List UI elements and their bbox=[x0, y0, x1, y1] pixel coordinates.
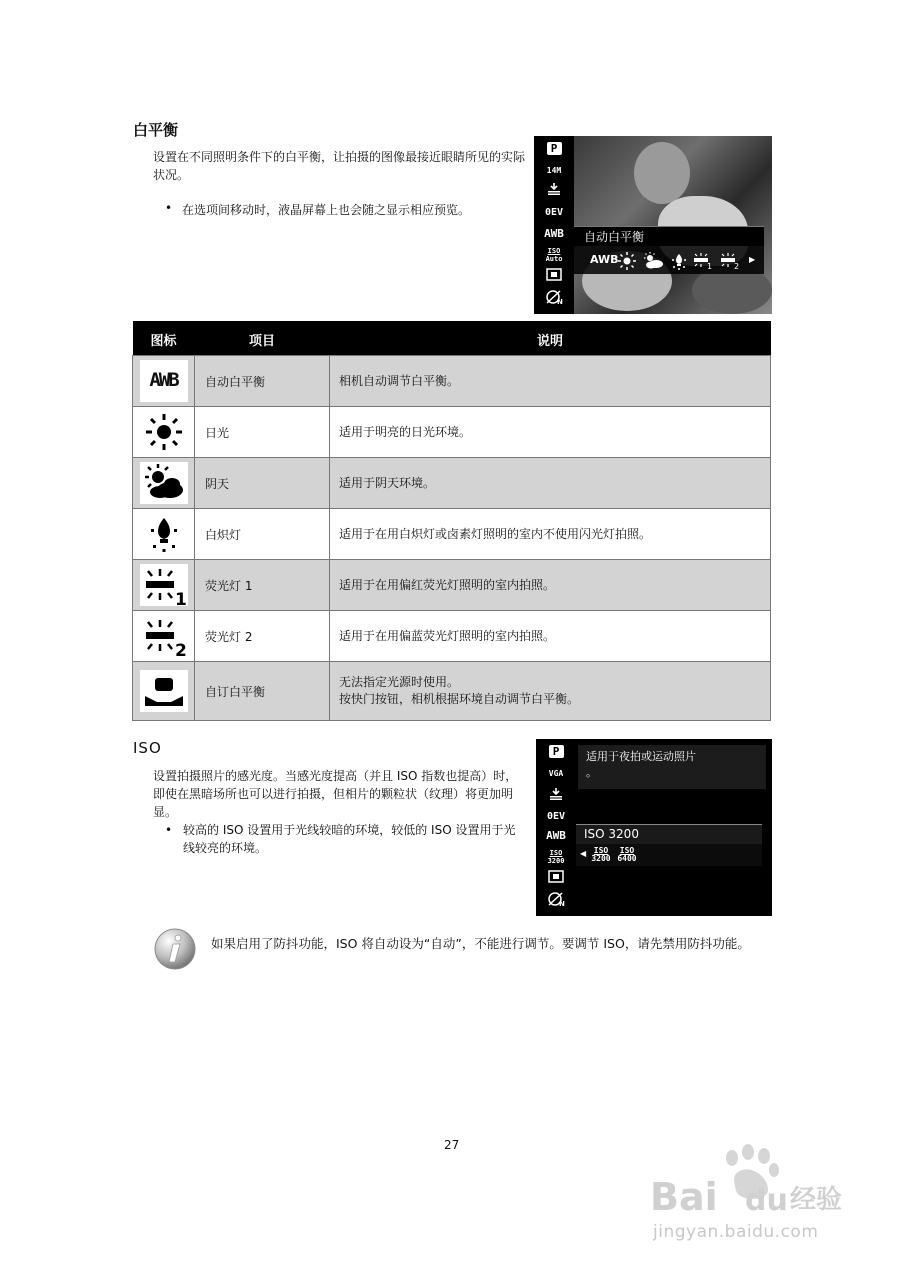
svg-text:2: 2 bbox=[734, 261, 740, 270]
section-title-iso: ISO bbox=[133, 739, 162, 757]
desc-cell bbox=[330, 662, 771, 721]
iso-option-strip bbox=[576, 844, 762, 866]
daylight-option-icon[interactable] bbox=[618, 246, 636, 274]
table-row bbox=[133, 458, 771, 509]
desc-line-1: 无法指定光源时使用。 bbox=[339, 675, 460, 689]
note-text: 如果启用了防抖功能，ISO 将自动设为“自动”，不能进行调节。要调节 ISO，请先禁用防抖功能。 bbox=[211, 936, 750, 951]
iso-value: 3200 bbox=[547, 857, 565, 865]
drive-mode-icon bbox=[536, 788, 576, 805]
table-row bbox=[133, 407, 771, 458]
preview-photo bbox=[574, 136, 772, 314]
white-balance-table bbox=[132, 321, 771, 721]
iso-6400-option[interactable] bbox=[616, 847, 638, 863]
item-cell: 自动白平衡 bbox=[195, 356, 330, 407]
iso-label: ISO bbox=[549, 849, 563, 857]
awb-rail-icon: AWB bbox=[544, 227, 564, 240]
iso-auto-icon bbox=[534, 247, 574, 263]
page-number: 27 bbox=[444, 1138, 460, 1152]
resolution-icon: VGA bbox=[548, 769, 564, 778]
metering-icon bbox=[534, 268, 574, 286]
camera-menu-rail bbox=[536, 739, 576, 916]
camera-menu-rail bbox=[534, 136, 574, 314]
desc-cell: 适用于在用白炽灯或卤素灯照明的室内不使用闪光灯拍照。 bbox=[330, 509, 771, 560]
table-header-row bbox=[133, 322, 771, 356]
svg-text:经验: 经验 bbox=[790, 1185, 843, 1215]
desc-cell: 适用于在用偏蓝荧光灯照明的室内拍照。 bbox=[330, 611, 771, 662]
custom-wb-icon bbox=[140, 670, 188, 712]
icon-cell bbox=[133, 356, 195, 407]
camera-screen-iso bbox=[536, 739, 772, 916]
drive-mode-icon bbox=[534, 183, 574, 200]
item-cell: 荧光灯 2 bbox=[195, 611, 330, 662]
iso-selected-value: ISO 3200 bbox=[576, 824, 762, 844]
awb-option[interactable]: AWB bbox=[590, 253, 619, 266]
iso-info-dot: 。 bbox=[586, 766, 597, 779]
desc-cell: 适用于明亮的日光环境。 bbox=[330, 407, 771, 458]
white-balance-description: 设置在不同照明条件下的白平衡，让拍摄的图像最接近眼睛所见的实际状况。 bbox=[153, 150, 526, 182]
header-item: 项目 bbox=[195, 322, 330, 356]
item-cell: 白炽灯 bbox=[195, 509, 330, 560]
incandescent-option-icon[interactable] bbox=[671, 246, 687, 274]
awb-icon bbox=[140, 360, 188, 402]
iso-description: 设置拍摄照片的感光度。当感光度提高（并且 ISO 指数也提高）时，即使在黑暗场所也可以进行拍摄，但相片的颗粒状（纹理）将更加明显。 bbox=[153, 769, 518, 819]
cloudy-option-icon[interactable] bbox=[642, 246, 664, 274]
cloudy-icon bbox=[140, 462, 188, 504]
svg-text:N: N bbox=[559, 900, 565, 907]
incandescent-icon bbox=[140, 513, 188, 555]
desc-cell: 适用于阴天环境。 bbox=[330, 458, 771, 509]
bullet-dot: • bbox=[165, 823, 173, 837]
item-cell: 荧光灯 1 bbox=[195, 560, 330, 611]
svg-text:1: 1 bbox=[707, 261, 713, 270]
svg-text:2: 2 bbox=[174, 641, 187, 657]
header-description: 说明 bbox=[330, 322, 771, 356]
daylight-icon bbox=[140, 411, 188, 453]
metering-icon bbox=[536, 870, 576, 888]
note-info-icon bbox=[153, 927, 197, 971]
iso-rail-icon bbox=[536, 849, 576, 865]
icon-cell bbox=[133, 611, 195, 662]
scroll-left-arrow-icon[interactable]: ◀ bbox=[580, 849, 587, 858]
bullet-text: 在选项间移动时，液晶屏幕上也会随之显示相应预览。 bbox=[182, 203, 471, 217]
wb-menu-title: 自动白平衡 bbox=[574, 226, 764, 246]
fluorescent1-icon bbox=[140, 564, 188, 606]
item-cell: 自订白平衡 bbox=[195, 662, 330, 721]
svg-text:N: N bbox=[557, 298, 563, 305]
fluorescent1-option-icon[interactable] bbox=[692, 246, 714, 274]
icon-cell bbox=[133, 458, 195, 509]
watermark-url: jingyan.baidu.com bbox=[653, 1222, 819, 1242]
svg-text:du: du bbox=[745, 1183, 788, 1218]
iso-value: Auto bbox=[545, 255, 563, 263]
awb-icon-label: AWB bbox=[149, 369, 178, 391]
face-detect-off-icon bbox=[534, 289, 574, 310]
face-detect-off-icon bbox=[536, 891, 576, 912]
table-row bbox=[133, 611, 771, 662]
icon-cell bbox=[133, 509, 195, 560]
section-title-white-balance: 白平衡 bbox=[133, 121, 179, 139]
table-row bbox=[133, 662, 771, 721]
desc-cell: 适用于在用偏红荧光灯照明的室内拍照。 bbox=[330, 560, 771, 611]
wb-option-strip bbox=[574, 246, 764, 274]
bullet-dot: • bbox=[165, 201, 173, 215]
bullet-text: 较高的 ISO 设置用于光线较暗的环境，较低的 ISO 设置用于光线较亮的环境。 bbox=[183, 823, 516, 855]
option-value: 6400 bbox=[617, 854, 637, 863]
option-value: 3200 bbox=[591, 854, 611, 863]
table-row bbox=[133, 509, 771, 560]
iso-info-box bbox=[578, 745, 766, 789]
program-mode-icon: P bbox=[534, 142, 574, 157]
table-row bbox=[133, 356, 771, 407]
baidu-jingyan-watermark-logo bbox=[640, 1142, 860, 1232]
table-row bbox=[133, 560, 771, 611]
program-mode-icon: P bbox=[536, 745, 576, 760]
icon-cell bbox=[133, 560, 195, 611]
icon-cell bbox=[133, 407, 195, 458]
svg-text:1: 1 bbox=[174, 590, 187, 606]
exposure-icon: 0EV bbox=[546, 811, 566, 822]
resolution-icon: 14M bbox=[546, 166, 562, 175]
item-cell: 阴天 bbox=[195, 458, 330, 509]
option-label: ISO bbox=[593, 846, 609, 855]
header-icon: 图标 bbox=[133, 322, 195, 356]
desc-cell: 相机自动调节白平衡。 bbox=[330, 356, 771, 407]
iso-label: ISO bbox=[547, 247, 561, 255]
fluorescent2-option-icon[interactable] bbox=[719, 246, 741, 274]
fluorescent2-icon bbox=[140, 615, 188, 657]
exposure-icon: 0EV bbox=[544, 207, 564, 218]
desc-line-2: 按快门按钮，相机根据环境自动调节白平衡。 bbox=[339, 692, 580, 706]
icon-cell bbox=[133, 662, 195, 721]
scroll-right-arrow-icon[interactable]: ▶ bbox=[749, 255, 756, 264]
iso-info-text: 适用于夜拍或运动照片 bbox=[586, 750, 696, 763]
iso-3200-option[interactable] bbox=[590, 847, 612, 863]
option-label: ISO bbox=[619, 846, 635, 855]
awb-rail-icon: AWB bbox=[546, 829, 566, 842]
svg-text:Bai: Bai bbox=[650, 1175, 718, 1219]
camera-screen-white-balance bbox=[534, 136, 772, 314]
item-cell: 日光 bbox=[195, 407, 330, 458]
